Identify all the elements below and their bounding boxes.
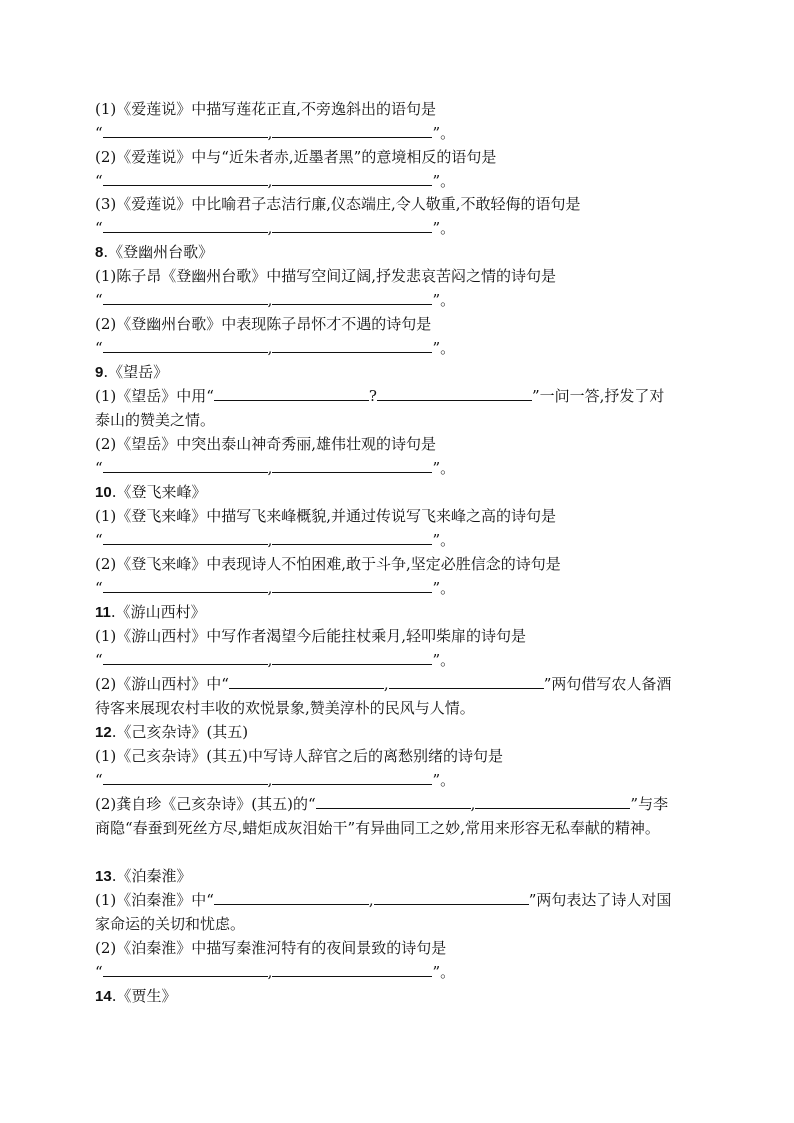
question-9-1: (1)《望岳》中用“ ? ”一问一答,抒发了对 — [95, 387, 665, 405]
blank-field[interactable] — [272, 123, 432, 138]
blank-field[interactable] — [103, 962, 268, 977]
blank-field[interactable] — [103, 770, 268, 785]
answer-line: “ , ”。 — [95, 124, 456, 142]
answer-line: “ , ”。 — [95, 219, 456, 237]
blank-field[interactable] — [103, 171, 268, 186]
blank-field[interactable] — [214, 890, 369, 905]
answer-line: “ , ”。 — [95, 172, 456, 190]
blank-field[interactable] — [377, 386, 532, 401]
question-11-2-cont: 待客来展现农村丰收的欢悦景象,赞美淳朴的民风与人情。 — [95, 699, 475, 717]
answer-line: “ , ”。 — [95, 531, 456, 549]
blank-field[interactable] — [214, 386, 369, 401]
blank-field[interactable] — [272, 218, 432, 233]
blank-field[interactable] — [272, 171, 432, 186]
question-12-2-cont: 商隐“春蚕到死丝方尽,蜡炬成灰泪始干”有异曲同工之妙,常用来形容无私奉献的精神。 — [95, 819, 660, 837]
question-9-1-cont: 泰山的赞美之情。 — [95, 411, 216, 429]
blank-field[interactable] — [475, 794, 630, 809]
answer-line: “ , ”。 — [95, 579, 456, 597]
section-heading-12: 12.《己亥杂诗》(其五) — [95, 723, 249, 741]
question-7-3: (3)《爱莲说》中比喻君子志洁行廉,仪态端庄,令人敬重,不敢轻侮的语句是 — [95, 195, 581, 213]
blank-field[interactable] — [103, 578, 268, 593]
blank-field[interactable] — [229, 674, 384, 689]
blank-field[interactable] — [103, 338, 268, 353]
blank-field[interactable] — [272, 770, 432, 785]
blank-field[interactable] — [103, 650, 268, 665]
question-13-2: (2)《泊秦淮》中描写秦淮河特有的夜间景致的诗句是 — [95, 939, 447, 957]
answer-line: “ , ”。 — [95, 459, 456, 477]
question-11-1: (1)《游山西村》中写作者渴望今后能拄杖乘月,轻叩柴扉的诗句是 — [95, 627, 527, 645]
blank-field[interactable] — [272, 530, 432, 545]
blank-field[interactable] — [103, 458, 268, 473]
question-8-1: (1)陈子昂《登幽州台歌》中描写空间辽阔,抒发悲哀苦闷之情的诗句是 — [95, 267, 557, 285]
blank-field[interactable] — [272, 650, 432, 665]
blank-field[interactable] — [272, 338, 432, 353]
question-13-1: (1)《泊秦淮》中“ , ”两句表达了诗人对国 — [95, 891, 672, 909]
blank-field[interactable] — [103, 218, 268, 233]
blank-field[interactable] — [103, 123, 268, 138]
answer-line: “ , ”。 — [95, 651, 456, 669]
section-heading-14: 14.《贾生》 — [95, 987, 177, 1005]
question-9-2: (2)《望岳》中突出泰山神奇秀丽,雄伟壮观的诗句是 — [95, 435, 437, 453]
question-7-1: (1)《爱莲说》中描写莲花正直,不旁逸斜出的语句是 — [95, 100, 437, 118]
question-7-2: (2)《爱莲说》中与“近朱者赤,近墨者黑”的意境相反的语句是 — [95, 148, 497, 166]
question-12-2: (2)龚自珍《己亥杂诗》(其五)的“ , ”与李 — [95, 795, 669, 813]
question-13-1-cont: 家命运的关切和忧虑。 — [95, 915, 246, 933]
question-11-2: (2)《游山西村》中“ , ”两句借写农人备酒 — [95, 675, 672, 693]
blank-field[interactable] — [316, 794, 471, 809]
section-heading-13: 13.《泊秦淮》 — [95, 867, 192, 885]
section-heading-10: 10.《登飞来峰》 — [95, 483, 207, 501]
question-10-1: (1)《登飞来峰》中描写飞来峰概貌,并通过传说写飞来峰之高的诗句是 — [95, 507, 557, 525]
answer-line: “ , ”。 — [95, 339, 456, 357]
answer-line: “ , ”。 — [95, 771, 456, 789]
blank-field[interactable] — [103, 530, 268, 545]
blank-field[interactable] — [103, 290, 268, 305]
question-8-2: (2)《登幽州台歌》中表现陈子昂怀才不遇的诗句是 — [95, 315, 432, 333]
answer-line: “ , ”。 — [95, 291, 456, 309]
blank-field[interactable] — [272, 458, 432, 473]
blank-field[interactable] — [272, 290, 432, 305]
section-heading-8: 8.《登幽州台歌》 — [95, 243, 214, 261]
blank-field[interactable] — [272, 962, 432, 977]
question-12-1: (1)《己亥杂诗》(其五)中写诗人辞官之后的离愁别绪的诗句是 — [95, 747, 503, 765]
blank-field[interactable] — [272, 578, 432, 593]
answer-line: “ , ”。 — [95, 963, 456, 981]
blank-field[interactable] — [374, 890, 529, 905]
section-heading-11: 11.《游山西村》 — [95, 603, 206, 621]
blank-field[interactable] — [389, 674, 544, 689]
section-heading-9: 9.《望岳》 — [95, 363, 169, 381]
question-10-2: (2)《登飞来峰》中表现诗人不怕困难,敢于斗争,坚定必胜信念的诗句是 — [95, 555, 561, 573]
